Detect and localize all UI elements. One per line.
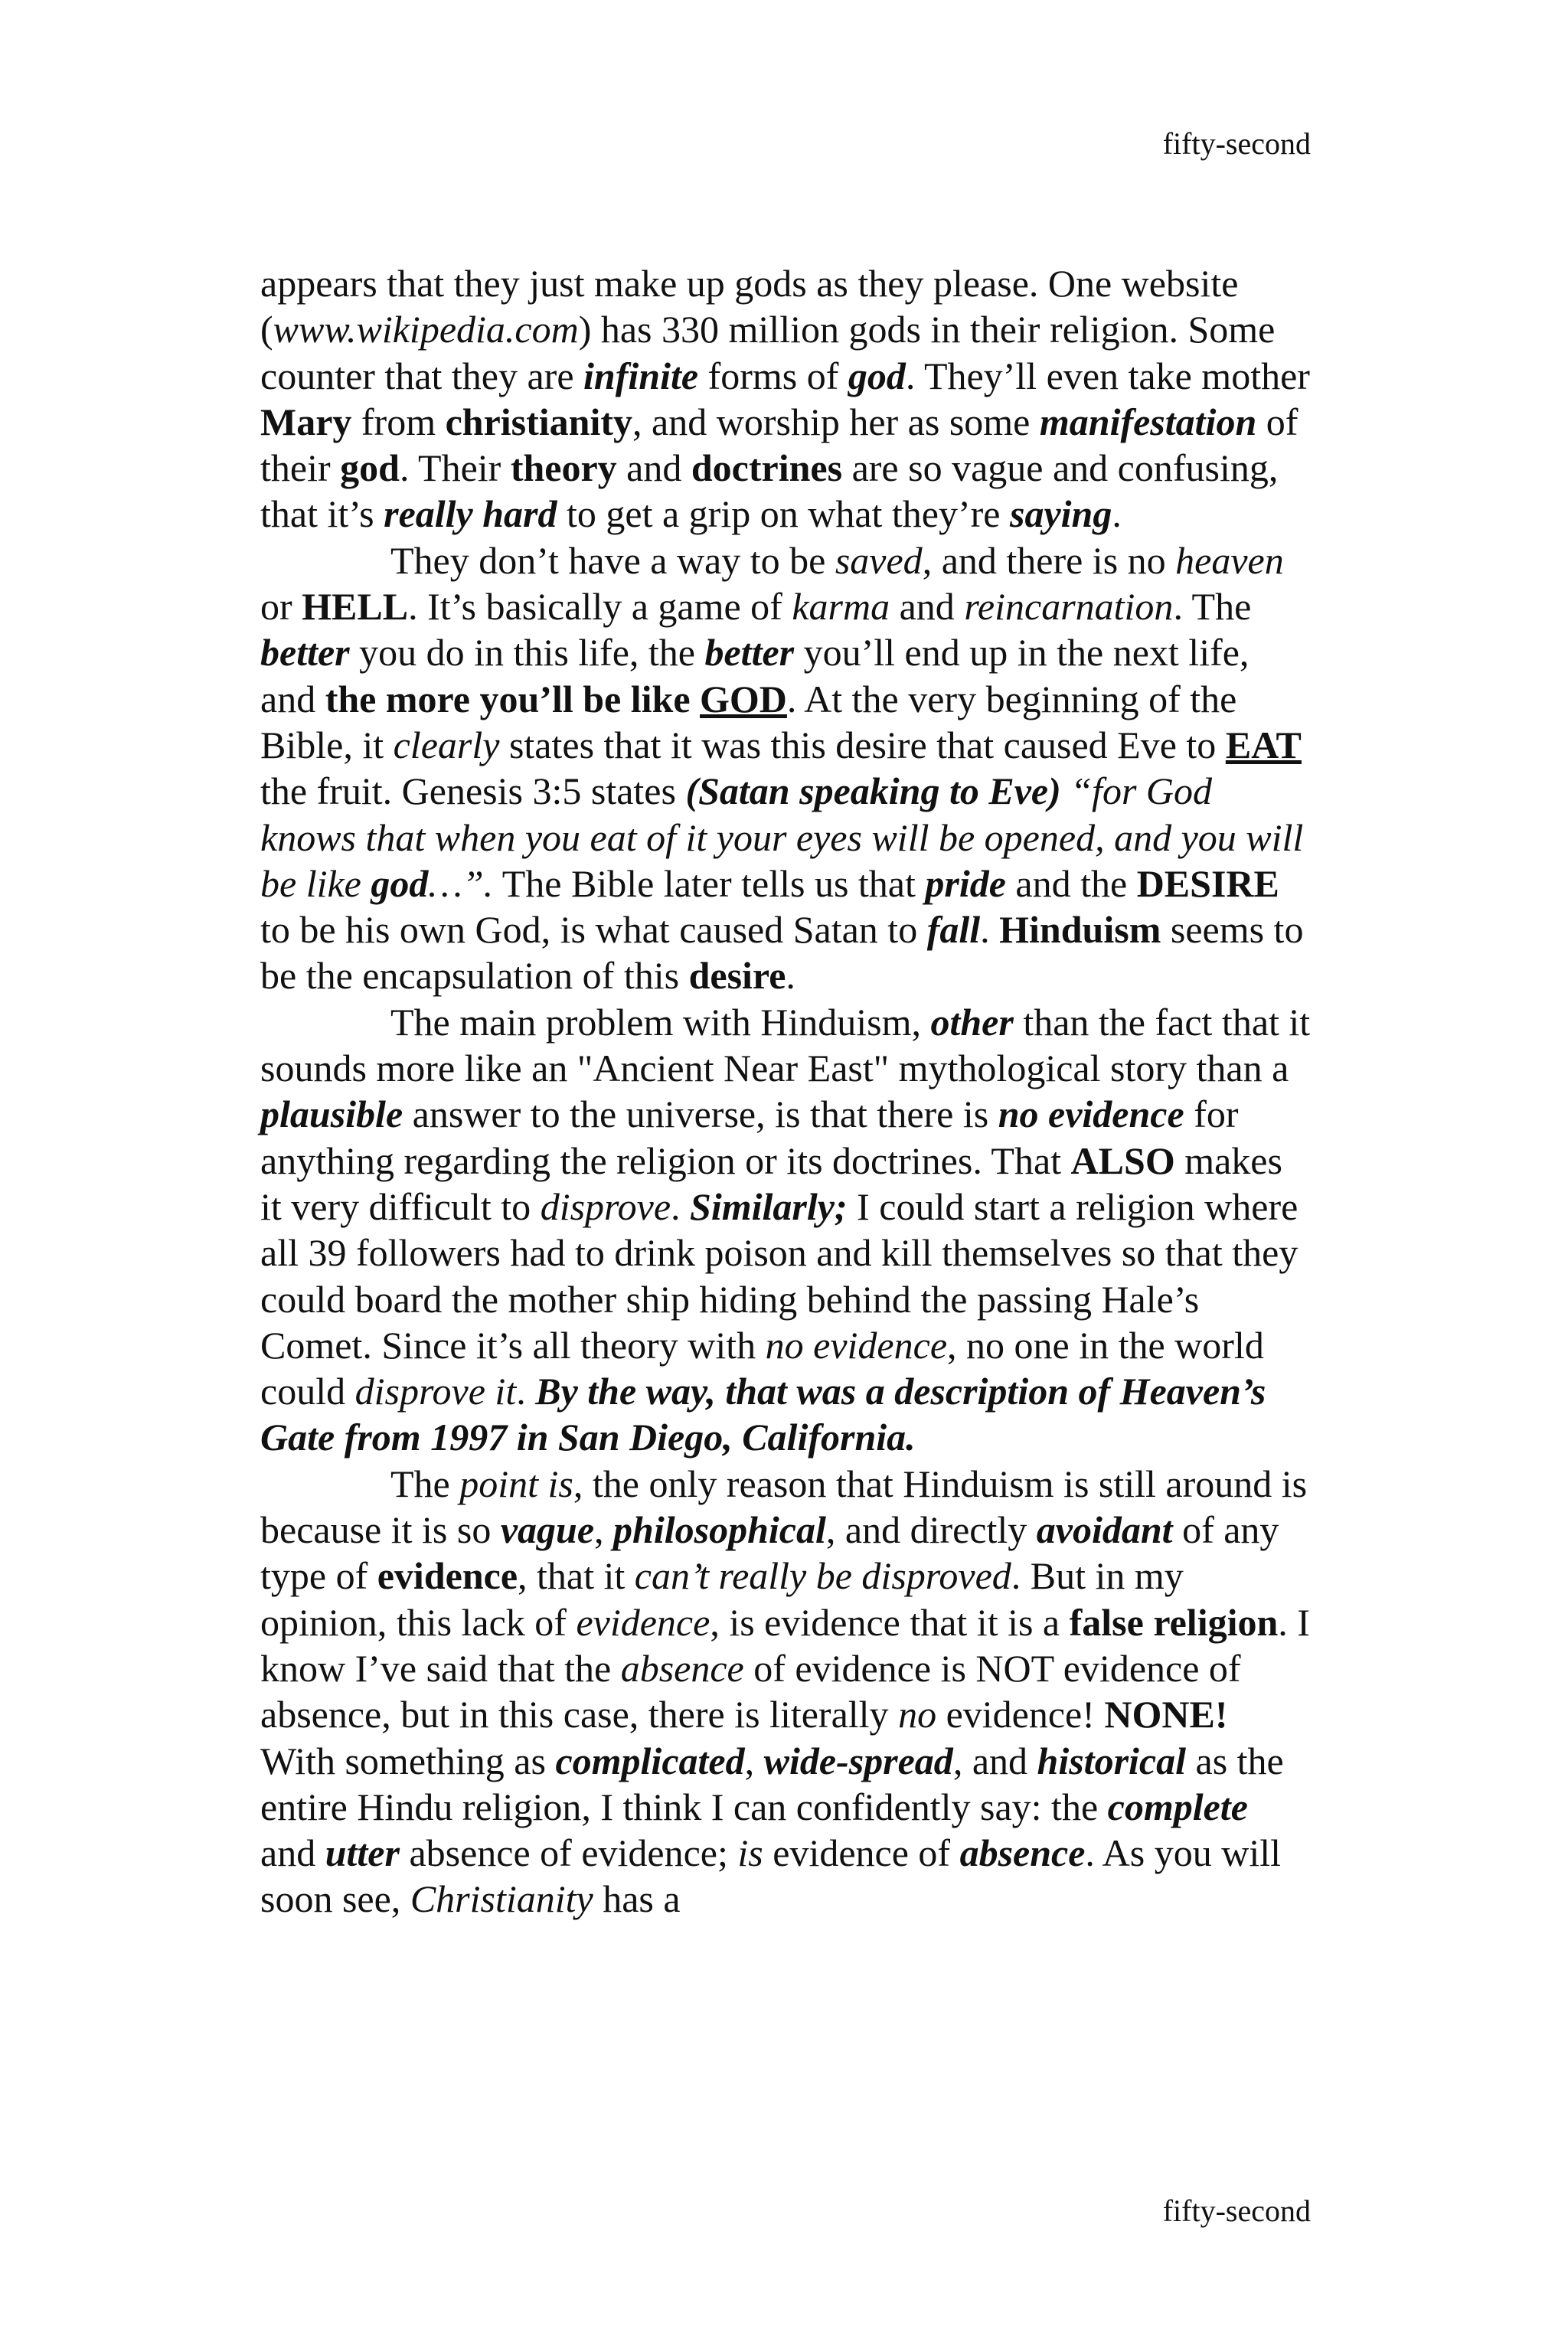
text-run: absence [620,1646,744,1690]
text-run: …”. [428,861,494,905]
text-run: christianity [445,400,633,443]
text-run: disprove it [354,1370,517,1413]
text-run: you do in this life, the [349,631,705,675]
text-run: and the [1005,861,1137,905]
text-run: than the fact that it sounds more like an "Ancient Near East" mythological story than a [260,1000,1311,1090]
text-run: I could start a religion where all 39 followers had to drink poison and kill themselves so that they could board the mother ship hiding behind the passing Hale’s Comet. Since it’s all theory with [260,1184,1298,1367]
text-run: They don’t have a way to be [390,538,835,582]
text-run: and [890,585,965,629]
text-run: plausible [260,1093,403,1136]
text-run: really hard [384,492,557,536]
running-header: fifty-second [1162,126,1311,161]
text-run: of evidence is NOT evidence of absence, but in this case, there is literally [260,1646,1241,1736]
text-run: disprove [540,1184,671,1228]
text-run: evidence! [936,1693,1105,1736]
text-run: . [980,908,1000,952]
text-run: evidence of [763,1831,960,1875]
text-run: ALSO [1070,1138,1175,1182]
text-run: . They’ll even take mother [905,354,1310,397]
paragraph [260,999,1311,1461]
text-run: no evidence [998,1093,1184,1136]
text-run: for anything regarding the religion or its doctrines. That [260,1093,1239,1182]
text-run: heaven [1175,538,1284,582]
text-run: of any type of [260,1508,1279,1598]
text-run: Similarly; [690,1184,848,1228]
text-run: clearly [393,723,500,766]
text-run: EAT [1225,723,1302,766]
text-run: absence of evidence; [399,1831,738,1875]
text-run: you’ll end up in the next life, and [260,631,1250,720]
text-run: absence [959,1831,1086,1875]
text-run: answer to the universe, is that there is [403,1093,998,1136]
text-run: doctrines [691,446,843,490]
text-run: HELL [302,585,409,629]
text-run: karma [792,585,890,629]
text-run: evidence [377,1554,518,1598]
text-run: avoidant [1036,1508,1173,1552]
text-run: can’t really be disproved [634,1554,1011,1598]
text-run: , is evidence that it is a [710,1600,1070,1644]
text-run: god [848,354,906,397]
text-run: makes it very difficult to [260,1138,1282,1228]
text-run: fall [926,908,981,952]
text-run: theory [510,446,617,490]
text-run: . It’s basically a game of [408,585,792,629]
text-run: . I know I’ve said that the [260,1600,1310,1690]
text-run: Mary [260,400,352,443]
paragraph [260,1461,1311,1922]
text-run: philosophical [613,1508,826,1552]
text-run: , and worship her as some [632,400,1040,443]
text-run: “for God knows that when you eat of it your eyes will be opened, and you will be like [260,769,1304,905]
text-run: no evidence [765,1323,948,1367]
text-run: The [390,1462,460,1505]
text-run: and [616,446,691,490]
text-run: Christianity [410,1877,593,1921]
text-run: better [260,631,350,675]
text-run: saved [835,538,923,582]
text-run: NONE! [1104,1693,1228,1736]
text-run: infinite [583,354,699,397]
text-run: false religion [1069,1600,1279,1644]
text-run: seems to be the encapsulation of this [260,908,1304,998]
text-run: no [898,1693,937,1736]
text-run: Hinduism [999,908,1161,952]
text-run: , and directly [825,1508,1037,1552]
text-run: point is [459,1462,573,1505]
body-text [260,260,1311,1922]
text-run: , no one in the world could [260,1323,1264,1413]
text-run: has a [593,1877,681,1921]
running-footer: fifty-second [1162,2194,1311,2228]
text-run: , the only reason that Hinduism is still around is because it is so [260,1462,1308,1552]
text-run: . Their [399,446,511,490]
text-run: manifestation [1039,400,1257,443]
paragraph [260,260,1311,537]
text-run: complete [1107,1785,1248,1828]
text-run: , [744,1739,764,1782]
text-run: , and there is no [922,538,1176,582]
text-run: desire [688,954,786,998]
text-run: the fruit. Genesis 3:5 states [260,769,686,813]
text-run: The main problem with Hinduism, [390,1000,931,1044]
text-run: . [671,1184,691,1228]
text-run: wide-spread [763,1739,953,1782]
text-run: complicated [555,1739,745,1782]
text-run: saying [1010,492,1112,536]
text-run: GOD [700,677,787,720]
text-run: other [930,1000,1014,1044]
text-run: vague [500,1508,595,1552]
text-run: to get a grip on what they’re [557,492,1010,536]
text-run: . [516,1370,536,1413]
text-run: is [737,1831,763,1875]
text-run: god [340,446,400,490]
text-run: of their [260,400,1298,490]
text-run: DESIRE [1136,861,1279,905]
text-run: The Bible later tells us that [493,861,926,905]
text-run: . [786,954,795,998]
text-run: , and [952,1739,1037,1782]
text-run: , that it [518,1554,635,1598]
text-run: forms of [698,354,848,397]
text-run: as the entire Hindu religion, I think I can confidently say: the [260,1739,1284,1828]
text-run: appears that they just make up gods as they please. One website ( [260,262,1239,351]
text-run: are so vague and confusing, that it’s [260,446,1279,536]
text-run: . But in my opinion, this lack of [260,1554,1184,1644]
text-run: states that it was this desire that caused Eve to [499,723,1226,766]
text-run: better [704,631,795,675]
text-run: . The [1173,585,1252,629]
text-run: ) has 330 million gods in their religion. Some counter that they are [260,308,1276,397]
text-run: the more you’ll be like [325,677,701,720]
text-run: reincarnation [964,585,1174,629]
text-run: pride [925,861,1006,905]
text-run: , [594,1508,614,1552]
text-run: and [260,1831,325,1875]
text-run: By the way, that was a description of Heaven’s Gate from 1997 in San Diego, California. [260,1370,1266,1459]
text-run: (Satan speaking to Eve) [685,769,1061,813]
text-run: www.wikipedia.com [273,308,579,351]
text-run: With something as [260,1739,556,1782]
text-run: evidence [576,1600,710,1644]
text-run: . As you will soon see, [260,1831,1281,1921]
text-run: or [260,585,302,629]
text-run: god [371,861,429,905]
text-run: . At the very beginning of the Bible, it [260,677,1237,766]
text-run: from [351,400,446,443]
text-run: to be his own God, is what caused Satan to [260,908,927,952]
text-run: utter [325,1831,400,1875]
paragraph [260,537,1311,999]
text-run: . [1112,492,1122,536]
text-run: historical [1037,1739,1186,1782]
